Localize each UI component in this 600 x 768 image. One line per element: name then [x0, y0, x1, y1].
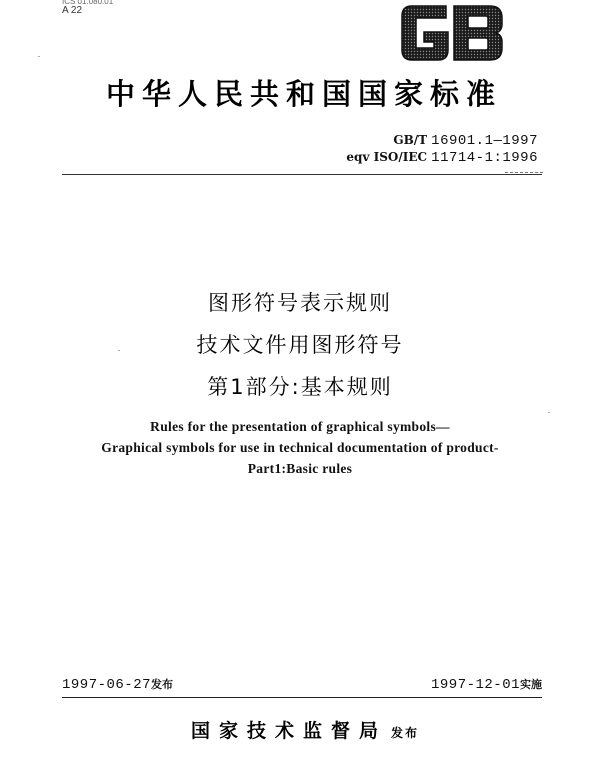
footer-divider: [62, 697, 542, 698]
implementation-date-value: 1997-12-01: [430, 677, 520, 693]
scan-speck: [548, 412, 550, 413]
implementation-date: [431, 676, 542, 693]
chinese-title-line-1: 图形符号表示规则: [208, 291, 392, 315]
ccs-code: A 22: [62, 5, 83, 16]
equivalent-standard-prefix: eqv ISO/IEC: [346, 150, 428, 164]
english-title-line-1: Rules for the presentation of graphical symbols—: [150, 419, 450, 434]
standard-number-line: [346, 132, 538, 149]
issuing-authority: [0, 718, 600, 746]
equivalent-standard-line: [346, 149, 538, 166]
english-title-block: [0, 416, 600, 479]
header-divider: [62, 174, 542, 176]
header-divider-tail: [505, 172, 543, 176]
issue-label: 发布: [151, 678, 174, 691]
chinese-title-block: [0, 282, 600, 408]
scan-speck: [118, 350, 120, 351]
english-title-line-2: Graphical symbols for use in technical documentation of product-: [101, 440, 499, 455]
issue-date-value: 1997-06-27: [62, 677, 152, 693]
issuer-label: 发布: [391, 726, 420, 740]
gb-logo: [398, 2, 506, 64]
chinese-title-line-3: 第1部分:基本规则: [207, 375, 393, 399]
scan-speck: [38, 56, 40, 57]
standard-codes: [346, 132, 538, 166]
issuer-name: 国家技术监督局: [190, 720, 387, 742]
standard-number-prefix: GB/T: [393, 133, 428, 147]
english-title-line-3: Part1:Basic rules: [247, 461, 353, 476]
dates-row: [62, 676, 542, 696]
implementation-label: 实施: [520, 678, 542, 691]
chinese-title-line-2: 技术文件用图形符号: [196, 333, 404, 357]
ics-top-fragment: ICS 01.080.01: [62, 0, 114, 5]
equivalent-standard-number: 11714-1:1996: [431, 150, 538, 166]
standard-number: 16901.1—1997: [431, 133, 538, 149]
issue-date: [62, 676, 173, 693]
ics-classification: [62, 0, 113, 16]
national-standard-title: 中华人民共和国国家标准: [105, 77, 502, 111]
